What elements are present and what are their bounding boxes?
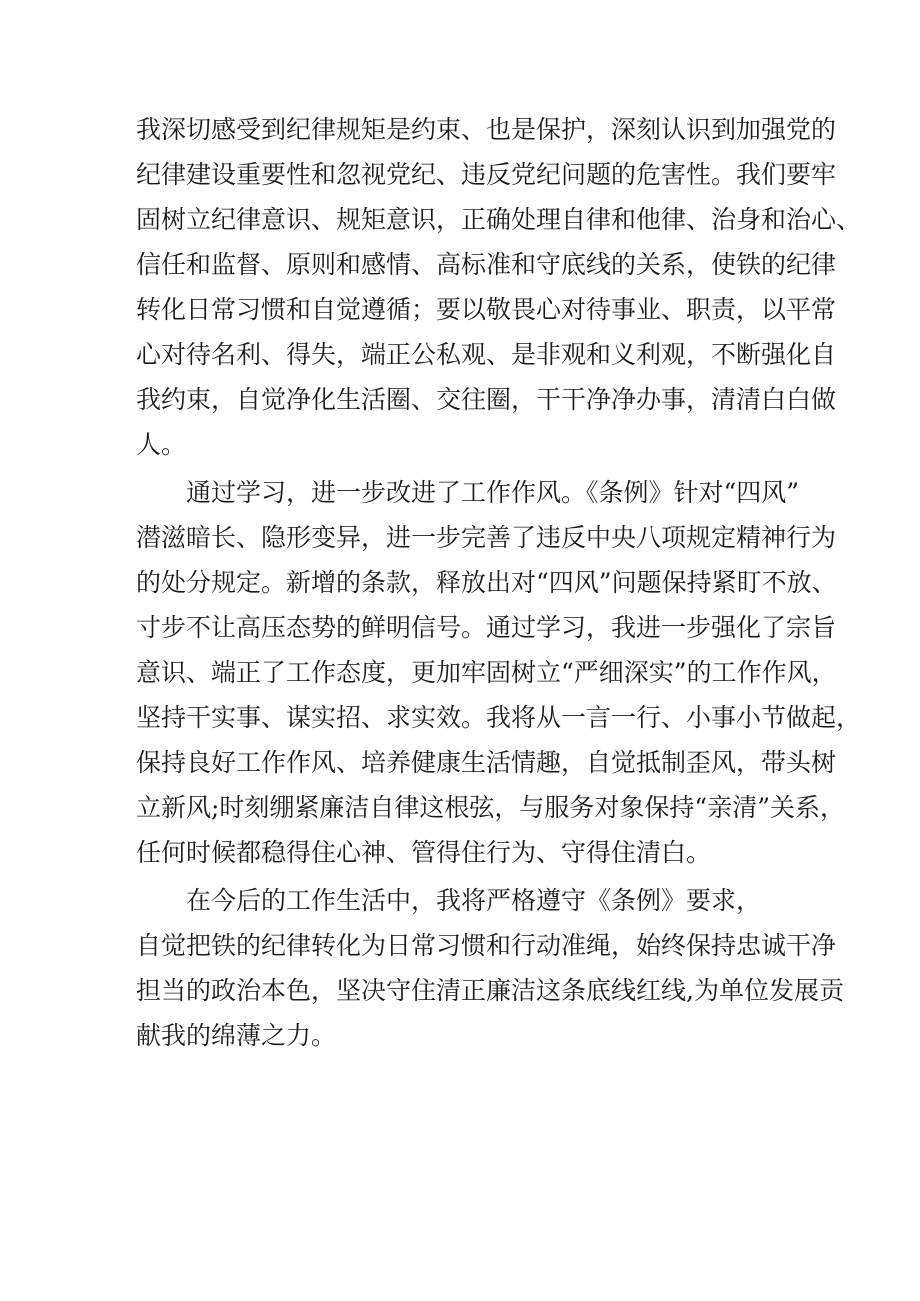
- text-line: 献我的绵薄之力。: [136, 1021, 337, 1050]
- text-line: 立新风;时刻绷紧廉洁自律这根弦，与服务对象保持“亲清”关系，: [136, 793, 845, 822]
- text-line: 我约束，自觉净化生活圈、交往圈，干干净净办事，清清白白做: [136, 385, 837, 414]
- paragraph-3: [136, 878, 844, 1058]
- text-line: 任何时候都稳得住心神、管得住行为、守得住清白。: [136, 838, 712, 867]
- text-line: 自觉把铁的纪律转化为日常习惯和行动准绳，始终保持忠诚干净: [136, 931, 837, 960]
- text-line: 保持良好工作作风、培养健康生活情趣，自觉抵制歪风，带头树: [136, 748, 837, 777]
- text-line: 心对待名利、得失，端正公私观、是非观和义利观，不断强化自: [136, 340, 837, 369]
- text-line: 寸步不让高压态势的鲜明信号。通过学习，我进一步强化了宗旨: [136, 613, 837, 642]
- text-line: 我深切感受到纪律规矩是约束、也是保护，深刻认识到加强党的: [136, 115, 837, 144]
- paragraph-2: [136, 470, 862, 875]
- text-line: 信任和监督、原则和感情、高标准和守底线的关系，使铁的纪律: [136, 250, 837, 279]
- text-line: 在今后的工作生活中，我将严格遵守《条例》要求，: [186, 886, 762, 915]
- text-line: 人。: [136, 430, 187, 459]
- text-line: 坚持干实事、谋实招、求实效。我将从一言一行、小事小节做起，: [136, 703, 862, 732]
- text-line: 转化日常习惯和自觉遵循；要以敬畏心对待事业、职责，以平常: [136, 295, 837, 324]
- text-line: 通过学习，进一步改进了工作作风。《条例》针对“四风”: [186, 478, 800, 507]
- text-line: 意识、端正了工作态度，更加牢固树立“严细深实”的工作作风，: [136, 658, 837, 687]
- text-line: 固树立纪律意识、规矩意识，正确处理自律和他律、治身和治心、: [136, 205, 862, 234]
- paragraph-1: [136, 107, 862, 467]
- text-line: 纪律建设重要性和忽视党纪、违反党纪问题的危害性。我们要牢: [136, 160, 837, 189]
- text-line: 的处分规定。新增的条款，释放出对“四风”问题保持紧盯不放、: [136, 568, 837, 597]
- text-line: 担当的政治本色，坚决守住清正廉洁这条底线红线,为单位发展贡: [136, 976, 844, 1005]
- document-body: [136, 107, 862, 1058]
- text-line: 潜滋暗长、隐形变异，进一步完善了违反中央八项规定精神行为: [136, 523, 837, 552]
